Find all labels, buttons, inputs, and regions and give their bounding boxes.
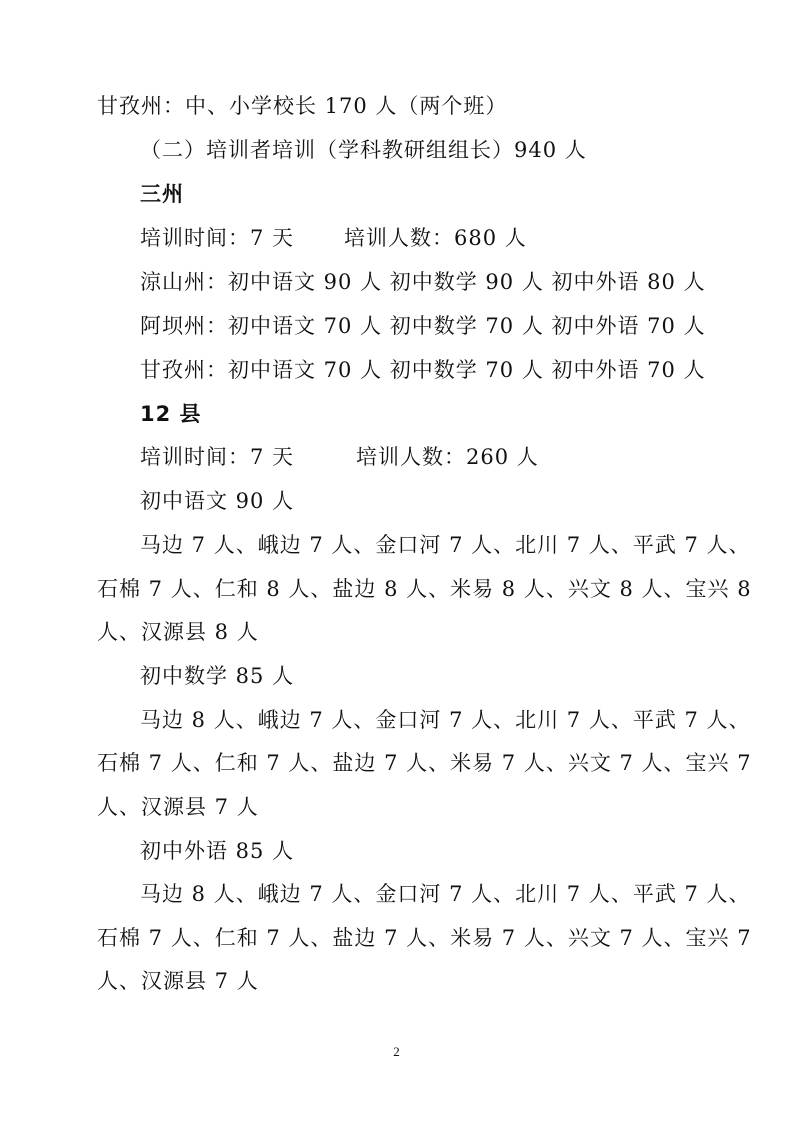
- county-training-count: 培训人数：260 人: [356, 445, 539, 469]
- chinese-allocation-line-3: 人、汉源县 8 人: [97, 620, 259, 644]
- chinese-allocation-line-2: 石棉 7 人、仁和 8 人、盐边 8 人、米易 8 人、兴文 8 人、宝兴 8: [97, 577, 752, 601]
- sanzhou-training-count: 培训人数：680 人: [344, 226, 527, 250]
- sanzhou-training-time: 培训时间：7 天: [140, 226, 295, 250]
- math-allocation-line-1: 马边 8 人、峨边 7 人、金口河 7 人、北川 7 人、平武 7 人、: [140, 708, 751, 732]
- chinese-heading: 初中语文 90 人: [140, 489, 295, 513]
- section-heading-trainer-training: （二）培训者培训（学科教研组组长）940 人: [140, 138, 587, 162]
- sanzhou-meta-line: [140, 228, 740, 249]
- liangshan-line: 涼山州：初中语文 90 人 初中数学 90 人 初中外语 80 人: [140, 270, 706, 294]
- math-allocation-line-2: 石棉 7 人、仁和 7 人、盐边 7 人、米易 7 人、兴文 7 人、宝兴 7: [97, 751, 752, 775]
- english-allocation-line-3: 人、汉源县 7 人: [97, 969, 259, 993]
- math-allocation-line-3: 人、汉源县 7 人: [97, 795, 259, 819]
- english-allocation-line-2: 石棉 7 人、仁和 7 人、盐边 7 人、米易 7 人、兴文 7 人、宝兴 7: [97, 926, 752, 950]
- page-number: 2: [393, 1044, 400, 1059]
- ganzi-line: 甘孜州：初中语文 70 人 初中数学 70 人 初中外语 70 人: [140, 358, 706, 382]
- english-heading: 初中外语 85 人: [140, 839, 295, 863]
- chinese-allocation-line-1: 马边 7 人、峨边 7 人、金口河 7 人、北川 7 人、平武 7 人、: [140, 533, 751, 557]
- aba-line: 阿坝州：初中语文 70 人 初中数学 70 人 初中外语 70 人: [140, 314, 706, 338]
- ganzi-principals-line: 甘孜州：中、小学校长 170 人（两个班）: [97, 94, 508, 118]
- county-meta-line: [140, 447, 740, 468]
- subheading-sanzhou: 三州: [140, 182, 184, 206]
- subheading-12-counties: 12 县: [140, 402, 202, 426]
- math-heading: 初中数学 85 人: [140, 664, 295, 688]
- english-allocation-line-1: 马边 8 人、峨边 7 人、金口河 7 人、北川 7 人、平武 7 人、: [140, 882, 751, 906]
- county-training-time: 培训时间：7 天: [140, 445, 295, 469]
